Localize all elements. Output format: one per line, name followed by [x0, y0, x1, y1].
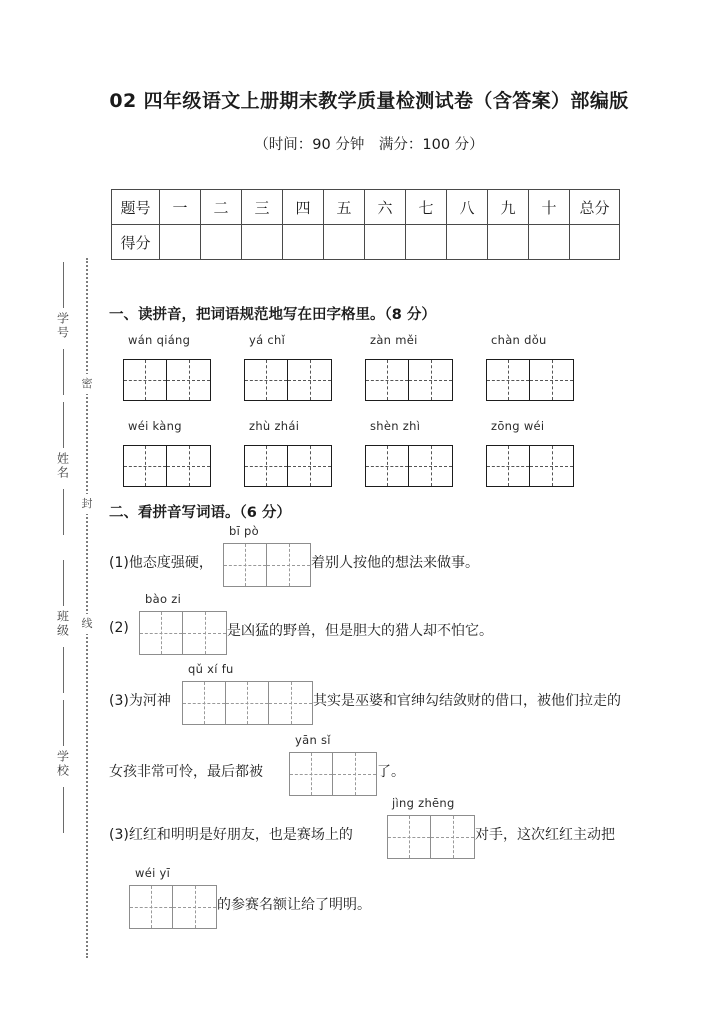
tianzige-cell[interactable] [409, 360, 452, 400]
score-cell-6[interactable] [365, 225, 406, 260]
tianzige-cell[interactable] [288, 446, 331, 486]
pinyin-label-ya-chi: yá chǐ [249, 333, 286, 347]
tianzige-zong-wei[interactable] [486, 445, 574, 487]
column-header-8: 八 [447, 190, 488, 225]
pinyin-label-qu-xi-fu: qǔ xí fu [188, 662, 234, 676]
tianzige-bao-zi[interactable] [139, 611, 227, 655]
column-header-4: 四 [283, 190, 324, 225]
pinyin-label-zong-wei: zōng wéi [491, 419, 545, 433]
score-cell-5[interactable] [324, 225, 365, 260]
tianzige-zan-mei[interactable] [365, 359, 453, 401]
tianzige-cell[interactable] [333, 753, 376, 795]
seal-field-rule-top [63, 402, 64, 448]
tianzige-cell[interactable] [124, 446, 167, 486]
seal-field-rule [63, 647, 64, 693]
seal-field-label: 班级 [55, 610, 70, 638]
question-3-text-before: (3)为河神 [109, 693, 171, 709]
pinyin-label-shen-zhi: shèn zhì [370, 419, 421, 433]
tianzige-cell[interactable] [124, 360, 167, 400]
pinyin-label-wei-yi: wéi yī [135, 866, 171, 880]
seal-field-name [52, 402, 74, 535]
question-1-text-before: (1)他态度强硬， [109, 555, 213, 571]
section-one-heading: 一、读拼音，把词语规范地写在田字格里。（8 分） [109, 307, 436, 323]
question-4-cont-text-after: 的参赛名额让给了明明。 [217, 897, 371, 913]
tianzige-cell[interactable] [290, 753, 333, 795]
tianzige-cell[interactable] [487, 446, 530, 486]
sealing-margin [0, 0, 100, 1024]
tianzige-cell[interactable] [530, 446, 573, 486]
tianzige-cell[interactable] [224, 544, 267, 586]
tianzige-bi-po[interactable] [223, 543, 311, 587]
tianzige-cell[interactable] [183, 612, 226, 654]
pinyin-label-bao-zi: bào zi [145, 592, 182, 606]
tianzige-cell[interactable] [288, 360, 331, 400]
tianzige-cell[interactable] [167, 360, 210, 400]
seal-char-mi: 密 [79, 374, 95, 394]
tianzige-cell[interactable] [245, 360, 288, 400]
column-header-10: 十 [529, 190, 570, 225]
tianzige-cell[interactable] [183, 682, 226, 724]
row-label-question-no: 题号 [112, 190, 160, 225]
tianzige-cell[interactable] [366, 446, 409, 486]
question-2-text-after: 是凶猛的野兽，但是胆大的猎人却不怕它。 [227, 623, 493, 639]
tianzige-cell[interactable] [388, 816, 431, 858]
seal-field-rule-top [63, 700, 64, 746]
seal-field-rule-top [63, 262, 64, 308]
column-header-5: 五 [324, 190, 365, 225]
table-row-scores [112, 225, 620, 260]
score-table [111, 189, 620, 260]
score-cell-8[interactable] [447, 225, 488, 260]
tianzige-cell[interactable] [269, 682, 312, 724]
tianzige-cell[interactable] [140, 612, 183, 654]
seal-char-xian: 线 [79, 614, 95, 634]
seal-field-student-id [52, 262, 74, 395]
tianzige-cell[interactable] [173, 886, 216, 928]
pinyin-label-zhu-zhai: zhù zhái [249, 419, 300, 433]
tianzige-ya-chi[interactable] [244, 359, 332, 401]
tianzige-cell[interactable] [226, 682, 269, 724]
score-cell-2[interactable] [201, 225, 242, 260]
score-cell-1[interactable] [160, 225, 201, 260]
tianzige-qu-xi-fu[interactable] [182, 681, 313, 725]
column-header-9: 九 [488, 190, 529, 225]
seal-field-school [52, 700, 74, 833]
seal-field-rule-top [63, 560, 64, 606]
pinyin-label-chan-dou: chàn dǒu [491, 333, 547, 347]
tianzige-cell[interactable] [366, 360, 409, 400]
seal-field-rule [63, 787, 64, 833]
question-4-text-before: (3)红红和明明是好朋友，也是赛场上的 [109, 827, 353, 843]
section-two-heading: 二、看拼音写词语。（6 分） [109, 505, 291, 521]
question-3-cont-text-after: 了。 [377, 764, 405, 780]
tianzige-chan-dou[interactable] [486, 359, 574, 401]
tianzige-cell[interactable] [130, 886, 173, 928]
column-header-2: 二 [201, 190, 242, 225]
score-cell-total[interactable] [570, 225, 620, 260]
seal-field-rule [63, 489, 64, 535]
row-label-score: 得分 [112, 225, 160, 260]
tianzige-yan-si[interactable] [289, 752, 377, 796]
pinyin-label-wei-kang: wéi kàng [128, 419, 182, 433]
tianzige-jing-zheng[interactable] [387, 815, 475, 859]
sealing-dotted-line [86, 258, 88, 958]
question-3-text-after: 其实是巫婆和官绅勾结敛财的借口，被他们拉走的 [313, 693, 621, 709]
column-header-1: 一 [160, 190, 201, 225]
column-header-total: 总分 [570, 190, 620, 225]
pinyin-label-wan-qiang: wán qiáng [128, 333, 191, 347]
tianzige-cell[interactable] [530, 360, 573, 400]
tianzige-cell[interactable] [431, 816, 474, 858]
question-4-text-after: 对手，这次红红主动把 [475, 827, 615, 843]
seal-field-label: 姓名 [55, 452, 70, 480]
column-header-3: 三 [242, 190, 283, 225]
tianzige-shen-zhi[interactable] [365, 445, 453, 487]
pinyin-label-bi-po: bī pò [229, 524, 259, 538]
seal-field-rule [63, 349, 64, 395]
tianzige-wei-kang[interactable] [123, 445, 211, 487]
pinyin-label-zan-mei: zàn měi [370, 333, 418, 347]
pinyin-label-yan-si: yān sǐ [295, 733, 331, 747]
tianzige-wei-yi[interactable] [129, 885, 217, 929]
seal-field-class [52, 560, 74, 693]
score-cell-3[interactable] [242, 225, 283, 260]
tianzige-cell[interactable] [267, 544, 310, 586]
tianzige-zhu-zhai[interactable] [244, 445, 332, 487]
exam-paper [104, 0, 664, 1024]
tianzige-wan-qiang[interactable] [123, 359, 211, 401]
seal-field-label: 学号 [55, 312, 70, 340]
score-cell-9[interactable] [488, 225, 529, 260]
column-header-6: 六 [365, 190, 406, 225]
question-3-cont-text-before: 女孩非常可怜，最后都被 [109, 764, 263, 780]
page-title: 02 四年级语文上册期末教学质量检测试卷（含答案）部编版 [109, 90, 629, 112]
score-cell-4[interactable] [283, 225, 324, 260]
score-cell-10[interactable] [529, 225, 570, 260]
seal-char-feng: 封 [79, 494, 95, 514]
tianzige-cell[interactable] [167, 446, 210, 486]
tianzige-cell[interactable] [409, 446, 452, 486]
score-cell-7[interactable] [406, 225, 447, 260]
tianzige-cell[interactable] [487, 360, 530, 400]
page-subtitle: （时间：90 分钟 满分：100 分） [254, 137, 484, 153]
column-header-7: 七 [406, 190, 447, 225]
tianzige-cell[interactable] [245, 446, 288, 486]
question-1-text-after: 着别人按他的想法来做事。 [311, 555, 479, 571]
seal-field-label: 学校 [55, 750, 70, 778]
question-2-number: (2) [109, 620, 129, 636]
table-row-question-numbers [112, 190, 620, 225]
pinyin-label-jing-zheng: jìng zhēng [392, 796, 455, 810]
